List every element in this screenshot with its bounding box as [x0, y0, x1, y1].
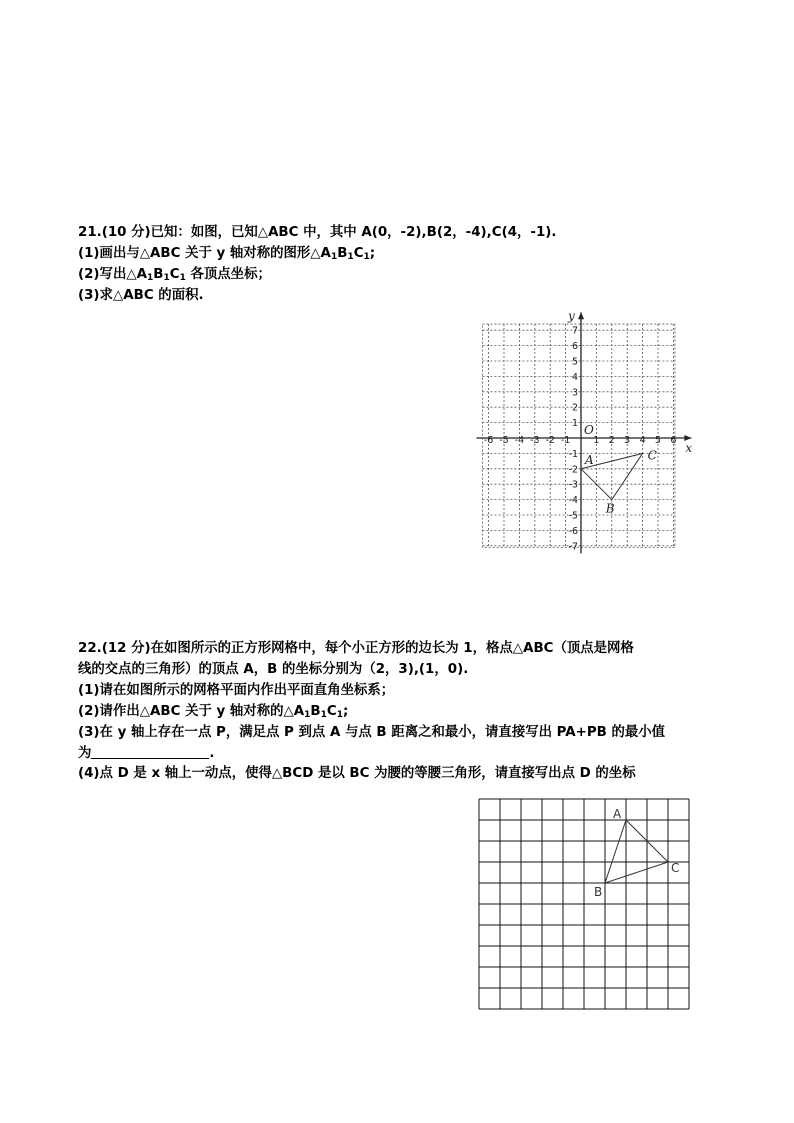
y-tick-label: -3: [568, 479, 578, 491]
x-tick-label: -3: [530, 435, 540, 446]
y-axis-label: y: [568, 309, 575, 324]
x-tick-label: -1: [560, 435, 571, 446]
x-tick-label: -4: [514, 435, 525, 446]
y-tick-label: -4: [568, 495, 578, 507]
vertex-label-b: B: [594, 885, 603, 899]
y-tick-label: 7: [571, 325, 578, 337]
x-tick-label: 4: [639, 435, 646, 446]
vertex-label-c: C: [671, 861, 680, 875]
y-tick-label: 5: [571, 356, 578, 368]
vertex-label-c: C: [647, 448, 657, 463]
square-grid-figure-22: [478, 798, 690, 1014]
q22-line1: 22.(12 分)在如图所示的正方形网格中，每个小正方形的边长为 1，格点△ABC（顶点是网格: [78, 641, 634, 656]
x-tick-label: 1: [593, 435, 600, 446]
origin-label: O: [584, 423, 594, 437]
y-tick-label: 6: [571, 341, 578, 353]
q22-part4: (4)点 D 是 x 轴上一动点，使得△BCD 是以 BC 为腰的等腰三角形，请直接写出点 D 的坐标: [78, 766, 636, 781]
answer-blank[interactable]: [91, 744, 209, 759]
q22-part3: (3)在 y 轴上存在一点 P，满足点 P 到点 A 与点 B 距离之和最小，请直接写出 PA+PB 的最小值: [78, 725, 666, 740]
y-tick-label: -6: [568, 525, 578, 537]
triangle-abc: [605, 820, 668, 883]
q21-part2: (2)写出$\triangle A_1B_1C_1$ 各顶点坐标；: [78, 267, 271, 283]
y-tick-label: 2: [571, 402, 578, 414]
y-tick-label: 4: [571, 371, 578, 383]
y-tick-label: -2: [568, 464, 578, 476]
x-axis-label: x: [685, 441, 693, 455]
x-tick-label: 3: [624, 435, 631, 446]
q21-title: 21.(10 分)已知：如图，已知△ABC 中，其中 A(0，-2),B(2，-4),C(4，-1).: [78, 225, 557, 240]
q22-part1: (1)请在如图所示的网格平面内作出平面直角坐标系；: [78, 683, 395, 698]
x-tick-label: 2: [608, 435, 615, 446]
x-tick-label: -5: [499, 435, 509, 446]
vertex-label-b: B: [605, 501, 615, 516]
y-tick-label: 3: [571, 387, 578, 399]
x-tick-label: -2: [545, 435, 555, 446]
y-tick-label: -1: [568, 448, 578, 460]
q22-line2: 线的交点的三角形）的顶点 A，B 的坐标分别为（2，3),(1，0).: [78, 662, 469, 677]
x-tick-label: -6: [483, 435, 494, 446]
grid-frame: [482, 324, 675, 547]
vertex-label-a: A: [613, 807, 622, 821]
x-tick-label: 6: [670, 435, 677, 446]
q22-part2: (2)请作出△ABC 关于 y 轴对称的$\triangle A_1B_1C_1$;: [78, 704, 349, 720]
coordinate-grid-figure-21: [480, 300, 700, 555]
q21-part1: (1)画出与△ABC 关于 y 轴对称的图形$\triangle A_1B_1C_1$;: [78, 246, 376, 262]
x-tick-label: 5: [654, 435, 662, 446]
vertex-label-a: A: [585, 452, 594, 467]
q21-part3: (3)求△ABC 的面积.: [78, 288, 204, 303]
y-tick-label: -5: [568, 510, 578, 522]
q22-part3-answer: 为 .: [78, 746, 215, 761]
y-axis-arrow: [578, 312, 584, 319]
y-tick-label: 1: [571, 418, 578, 430]
y-tick-label: -7: [568, 541, 578, 553]
